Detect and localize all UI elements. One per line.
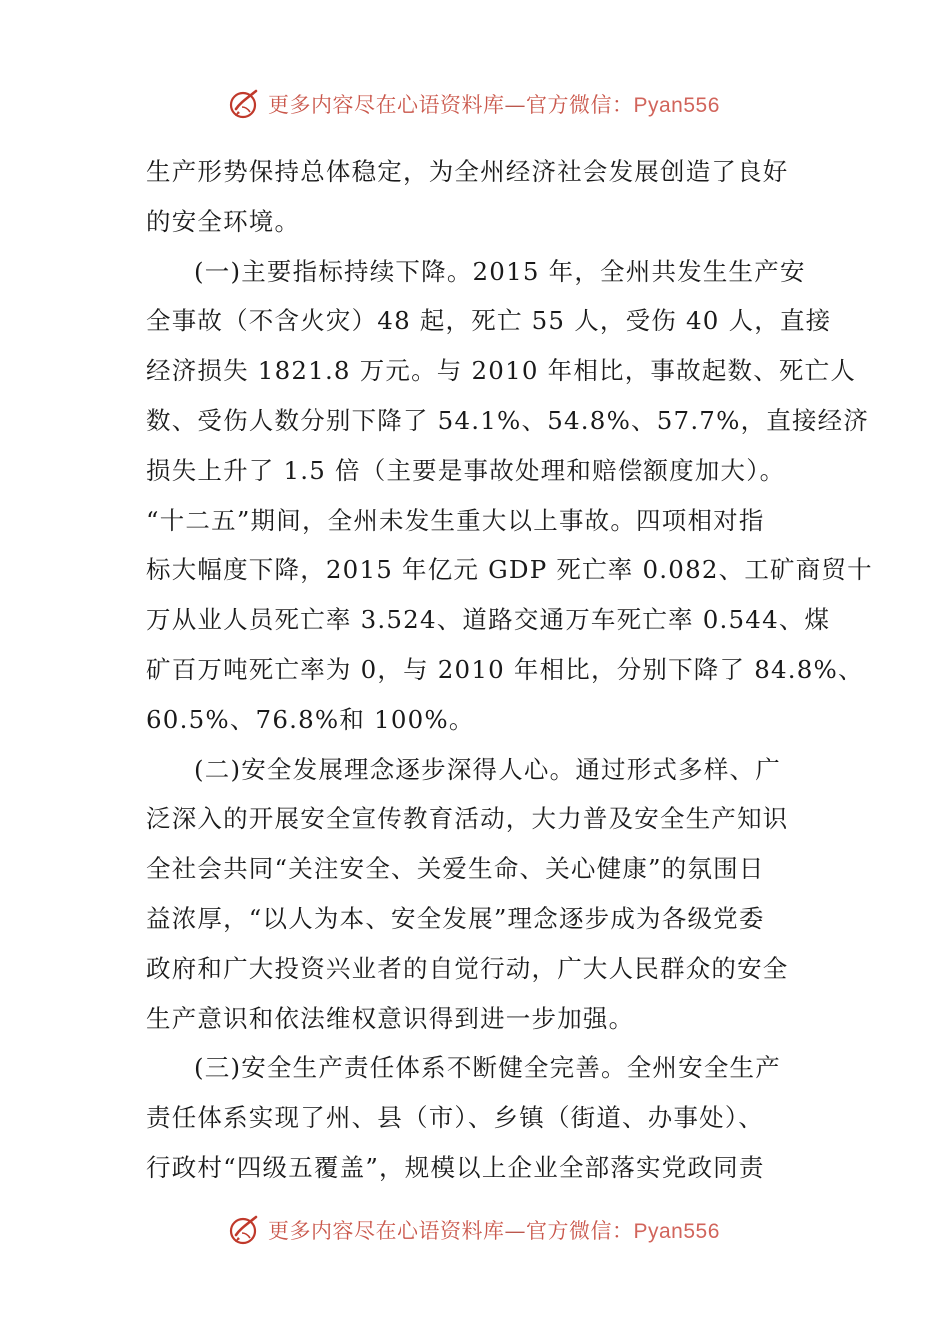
- section-heading-line: (一)主要指标持续下降。2015 年，全州共发生生产安: [194, 256, 806, 286]
- text-line: 损失上升了 1.5 倍（主要是事故处理和赔偿额度加大）。: [146, 455, 786, 485]
- text-line: 责任体系实现了州、县（市）、乡镇（街道、办事处）、: [146, 1103, 764, 1133]
- pen-logo-icon: [228, 1213, 262, 1247]
- text-line: 数、受伤人数分别下降了 54.1%、54.8%、57.7%，直接经济: [146, 405, 870, 435]
- section-heading-line: (三)安全生产责任体系不断健全完善。全州安全生产: [194, 1053, 781, 1083]
- text-line: 矿百万吨死亡率为 0，与 2010 年相比，分别下降了 84.8%、: [146, 654, 864, 684]
- watermark-text: 更多内容尽在心语资料库—官方微信：Pyan556: [268, 1219, 720, 1243]
- text-line: 标大幅度下降，2015 年亿元 GDP 死亡率 0.082、工矿商贸十: [146, 555, 873, 585]
- text-line: 60.5%、76.8%和 100%。: [146, 704, 475, 734]
- text-line: 经济损失 1821.8 万元。与 2010 年相比，事故起数、死亡人: [146, 356, 857, 386]
- text-line: 全社会共同“关注安全、关爱生命、关心健康”的氛围日: [146, 854, 765, 884]
- text-line: 的安全环境。: [146, 206, 301, 236]
- watermark-text: 更多内容尽在心语资料库—官方微信：Pyan556: [268, 93, 720, 117]
- text-line: “十二五”期间，全州未发生重大以上事故。四项相对指: [146, 505, 765, 535]
- section-heading-line: (二)安全发展理念逐步深得人心。通过形式多样、广: [194, 754, 781, 784]
- text-line: 益浓厚，“以人为本、安全发展”理念逐步成为各级党委: [146, 903, 765, 933]
- text-line: 生产意识和依法维权意识得到进一步加强。: [146, 1003, 635, 1033]
- text-line: 生产形势保持总体稳定，为全州经济社会发展创造了良好: [146, 157, 789, 186]
- text-line: 政府和广大投资兴业者的自觉行动，广大人民群众的安全: [146, 953, 789, 983]
- text-line: 行政村“四级五覆盖”，规模以上企业全部落实党政同责: [146, 1152, 765, 1182]
- pen-logo-icon: [228, 87, 262, 121]
- text-line: 全事故（不含火灾）48 起，死亡 55 人，受伤 40 人，直接: [146, 306, 832, 336]
- watermark-header: [228, 86, 728, 122]
- document-body: [146, 147, 873, 1193]
- watermark-footer: [228, 1212, 728, 1248]
- text-line: 万从业人员死亡率 3.524、道路交通万车死亡率 0.544、煤: [146, 605, 831, 635]
- text-line: 泛深入的开展安全宣传教育活动，大力普及安全生产知识: [146, 804, 789, 834]
